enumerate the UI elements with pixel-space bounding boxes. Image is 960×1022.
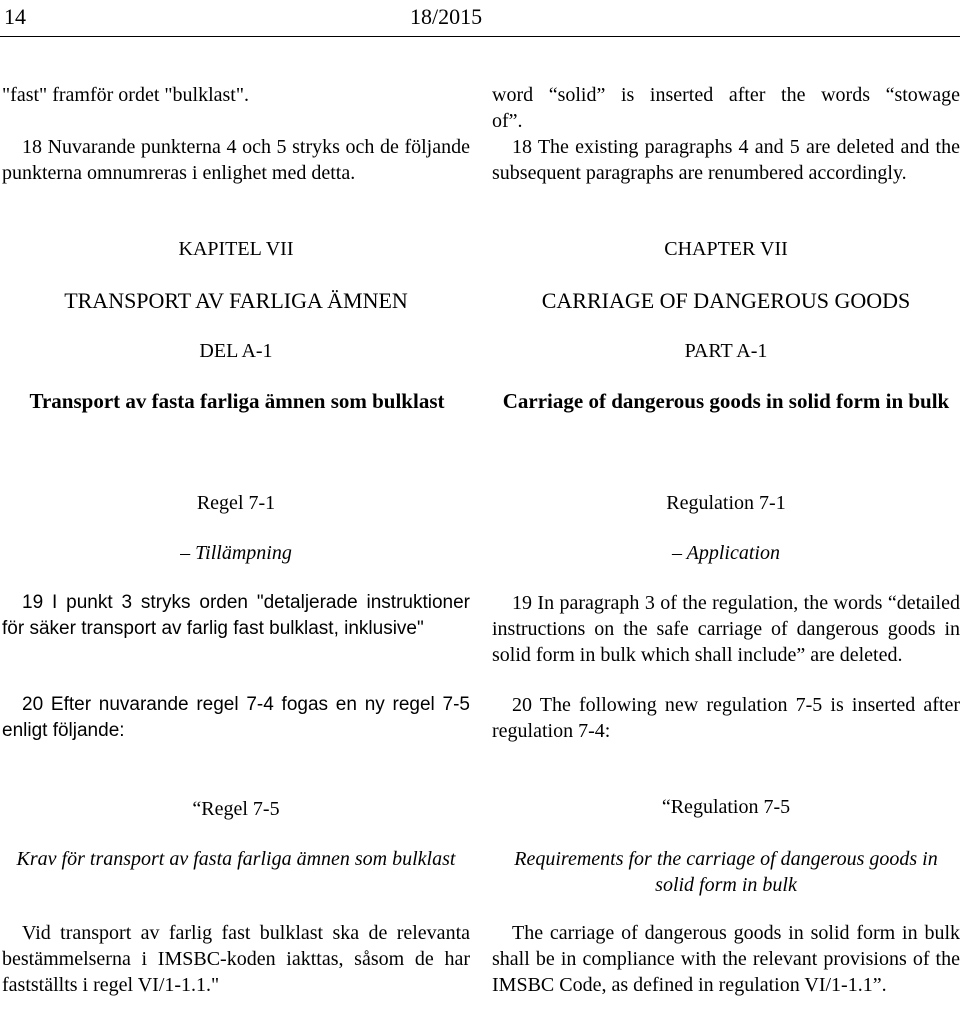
sv-new-regulation-title: Krav för transport av fasta farliga ämnen som bulklast — [16, 848, 456, 870]
en-part-title: Carriage of dangerous goods in solid form in bulk — [502, 389, 950, 413]
sv-chapter-title: TRANSPORT AV FARLIGA ÄMNEN — [64, 288, 408, 313]
en-new-regulation-text: The carriage of dangerous goods in solid form in bulk shall be in compliance with the relevant provisions of the IMSBC Code, as defined in regulation VI/1-1.1”. — [492, 922, 960, 996]
sv-part-title: Transport av fasta farliga ämnen som bulklast — [29, 389, 445, 413]
en-intro-line: word “solid” is inserted after the words “stowage of”. — [492, 84, 960, 132]
sv-paragraph-19: 19 I punkt 3 stryks orden "detaljerade instruktioner för säker transport av farlig fast bulklast, inklusive" — [2, 592, 470, 639]
sv-paragraph-20: 20 Efter nuvarande regel 7-4 fogas en ny regel 7-5 enligt följande: — [2, 694, 470, 741]
en-new-regulation: “Regulation 7-5 — [661, 796, 791, 818]
en-chapter: CHAPTER VII — [664, 238, 788, 260]
sv-part: DEL A-1 — [199, 340, 273, 362]
sv-new-regulation: “Regel 7-5 — [192, 798, 280, 820]
en-part: PART A-1 — [684, 340, 768, 362]
en-paragraph-19: 19 In paragraph 3 of the regulation, the words “detailed instructions on the safe carriage of dangerous goods in solid form in bulk which shall include” are deleted. — [492, 592, 960, 666]
en-paragraph-20: 20 The following new regulation 7-5 is inserted after regulation 7-4: — [492, 694, 960, 742]
en-paragraph-18: 18 The existing paragraphs 4 and 5 are deleted and the subsequent paragraphs are renumbered accordingly. — [492, 136, 960, 184]
sv-chapter: KAPITEL VII — [178, 238, 294, 260]
sv-new-regulation-text: Vid transport av farlig fast bulklast ska de relevanta bestämmelserna i IMSBC-koden iakttas, såsom de har fastställts i regel VI/1-1.1." — [2, 922, 470, 996]
issue-number: 18/2015 — [410, 4, 483, 29]
en-regulation-subtitle: – Application — [672, 542, 780, 564]
page-number: 14 — [4, 4, 26, 29]
sv-regulation-subtitle: – Tillämpning — [180, 542, 292, 564]
en-chapter-title: CARRIAGE OF DANGEROUS GOODS — [541, 288, 911, 313]
en-regulation: Regulation 7-1 — [666, 492, 786, 514]
sv-intro-line: "fast" framför ordet "bulklast". — [2, 84, 250, 106]
en-new-regulation-title: Requirements for the carriage of dangerous goods in solid form in bulk — [514, 848, 938, 896]
sv-regulation: Regel 7-1 — [196, 492, 276, 514]
header-rule — [0, 36, 960, 37]
page-header — [0, 0, 960, 40]
sv-paragraph-18: 18 Nuvarande punkterna 4 och 5 stryks och de följande punkterna omnumreras i enlighet med detta. — [2, 136, 470, 184]
